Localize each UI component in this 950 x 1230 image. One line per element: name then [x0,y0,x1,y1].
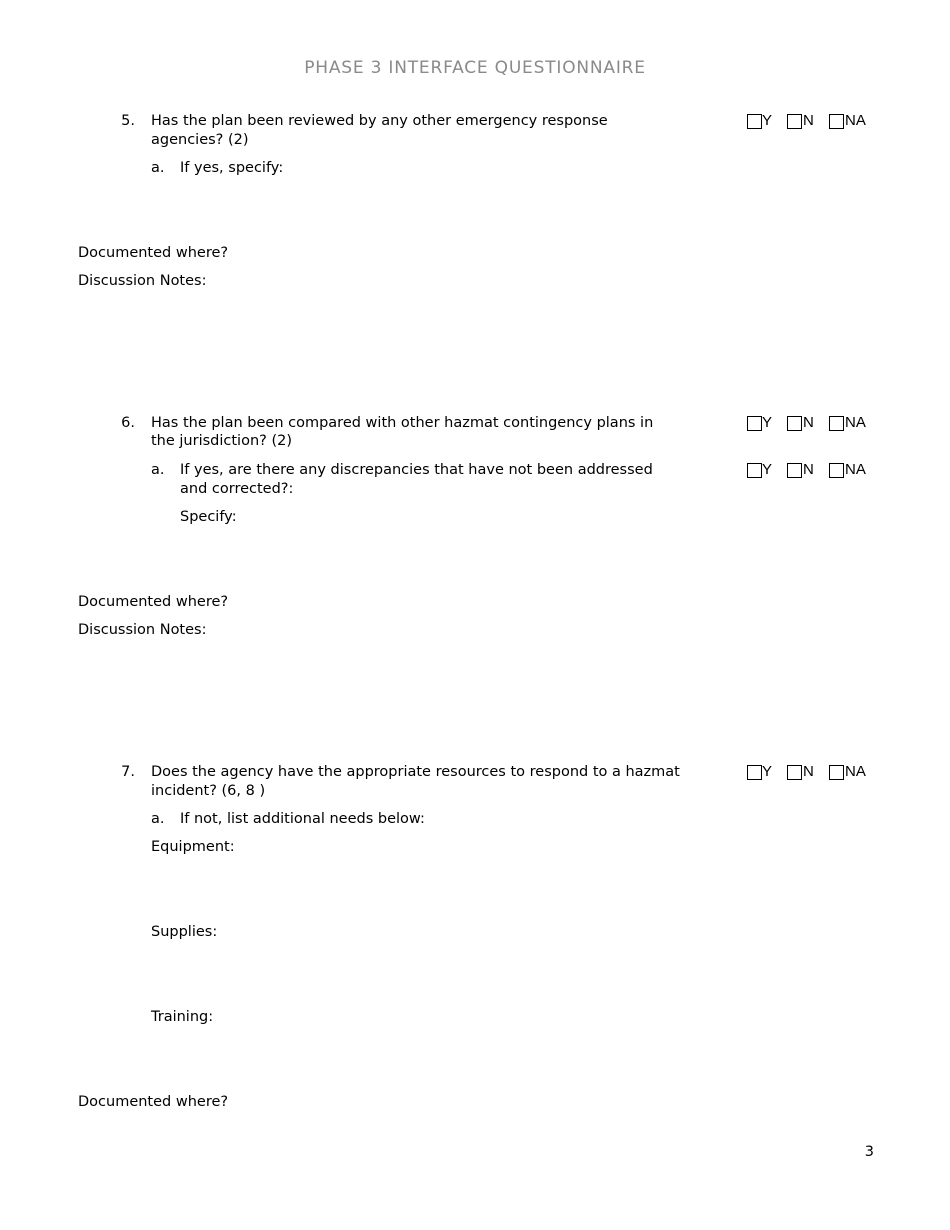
question-6a-specify: Specify: [180,509,237,525]
q7-equipment-label: Equipment: [151,839,235,855]
q6a-yes-label: Y [762,461,773,478]
question-6a-text-line2: and corrected?: [180,481,294,497]
q7-no-label: N [803,763,814,780]
question-7a-letter: a. [151,811,165,827]
q7-training-label: Training: [151,1009,214,1025]
q7-no-checkbox[interactable] [787,765,802,780]
q7-yes-label: Y [762,763,773,780]
q6a-na-label: NA [845,461,866,478]
q6-no-checkbox[interactable] [787,416,802,431]
question-7-number: 7. [121,764,135,780]
page-header: PHASE 3 INTERFACE QUESTIONNAIRE [304,58,646,78]
question-5a-text: If yes, specify: [180,160,284,176]
q6a-na-checkbox[interactable] [829,463,844,478]
q5-documented-where: Documented where? [78,245,229,261]
q5-yes-checkbox[interactable] [747,114,762,129]
q7-supplies-label: Supplies: [151,924,218,940]
q5-yes-label: Y [762,112,773,129]
q6-na-checkbox[interactable] [829,416,844,431]
q7-yes-checkbox[interactable] [747,765,762,780]
q6-na-label: NA [845,414,866,431]
q6-documented-where: Documented where? [78,594,229,610]
question-5a-letter: a. [151,160,165,176]
page-number: 3 [864,1144,874,1160]
q6a-no-label: N [803,461,814,478]
question-6-number: 6. [121,415,135,431]
q6a-no-checkbox[interactable] [787,463,802,478]
q6-no-label: N [803,414,814,431]
q5-na-checkbox[interactable] [829,114,844,129]
question-5-number: 5. [121,113,135,129]
question-7-text-line2: incident? (6, 8 ) [151,783,266,799]
q6-yes-checkbox[interactable] [747,416,762,431]
question-7a-text: If not, list additional needs below: [180,811,425,827]
q7-documented-where: Documented where? [78,1094,229,1110]
q6a-yes-checkbox[interactable] [747,463,762,478]
q5-no-label: N [803,112,814,129]
question-6a-letter: a. [151,462,165,478]
q5-discussion-notes: Discussion Notes: [78,273,207,289]
q7-na-label: NA [845,763,866,780]
q5-na-label: NA [845,112,866,129]
q6-discussion-notes: Discussion Notes: [78,622,207,638]
question-6-text-line1: Has the plan been compared with other hazmat contingency plans in [151,415,654,431]
q7-na-checkbox[interactable] [829,765,844,780]
question-6-text-line2: the jurisdiction? (2) [151,433,292,449]
q5-no-checkbox[interactable] [787,114,802,129]
question-6a-text-line1: If yes, are there any discrepancies that have not been addressed [180,462,653,478]
question-5-text-line1: Has the plan been reviewed by any other emergency response [151,113,608,129]
question-5-text-line2: agencies? (2) [151,132,249,148]
question-7-text-line1: Does the agency have the appropriate resources to respond to a hazmat [151,764,680,780]
q6-yes-label: Y [762,414,773,431]
